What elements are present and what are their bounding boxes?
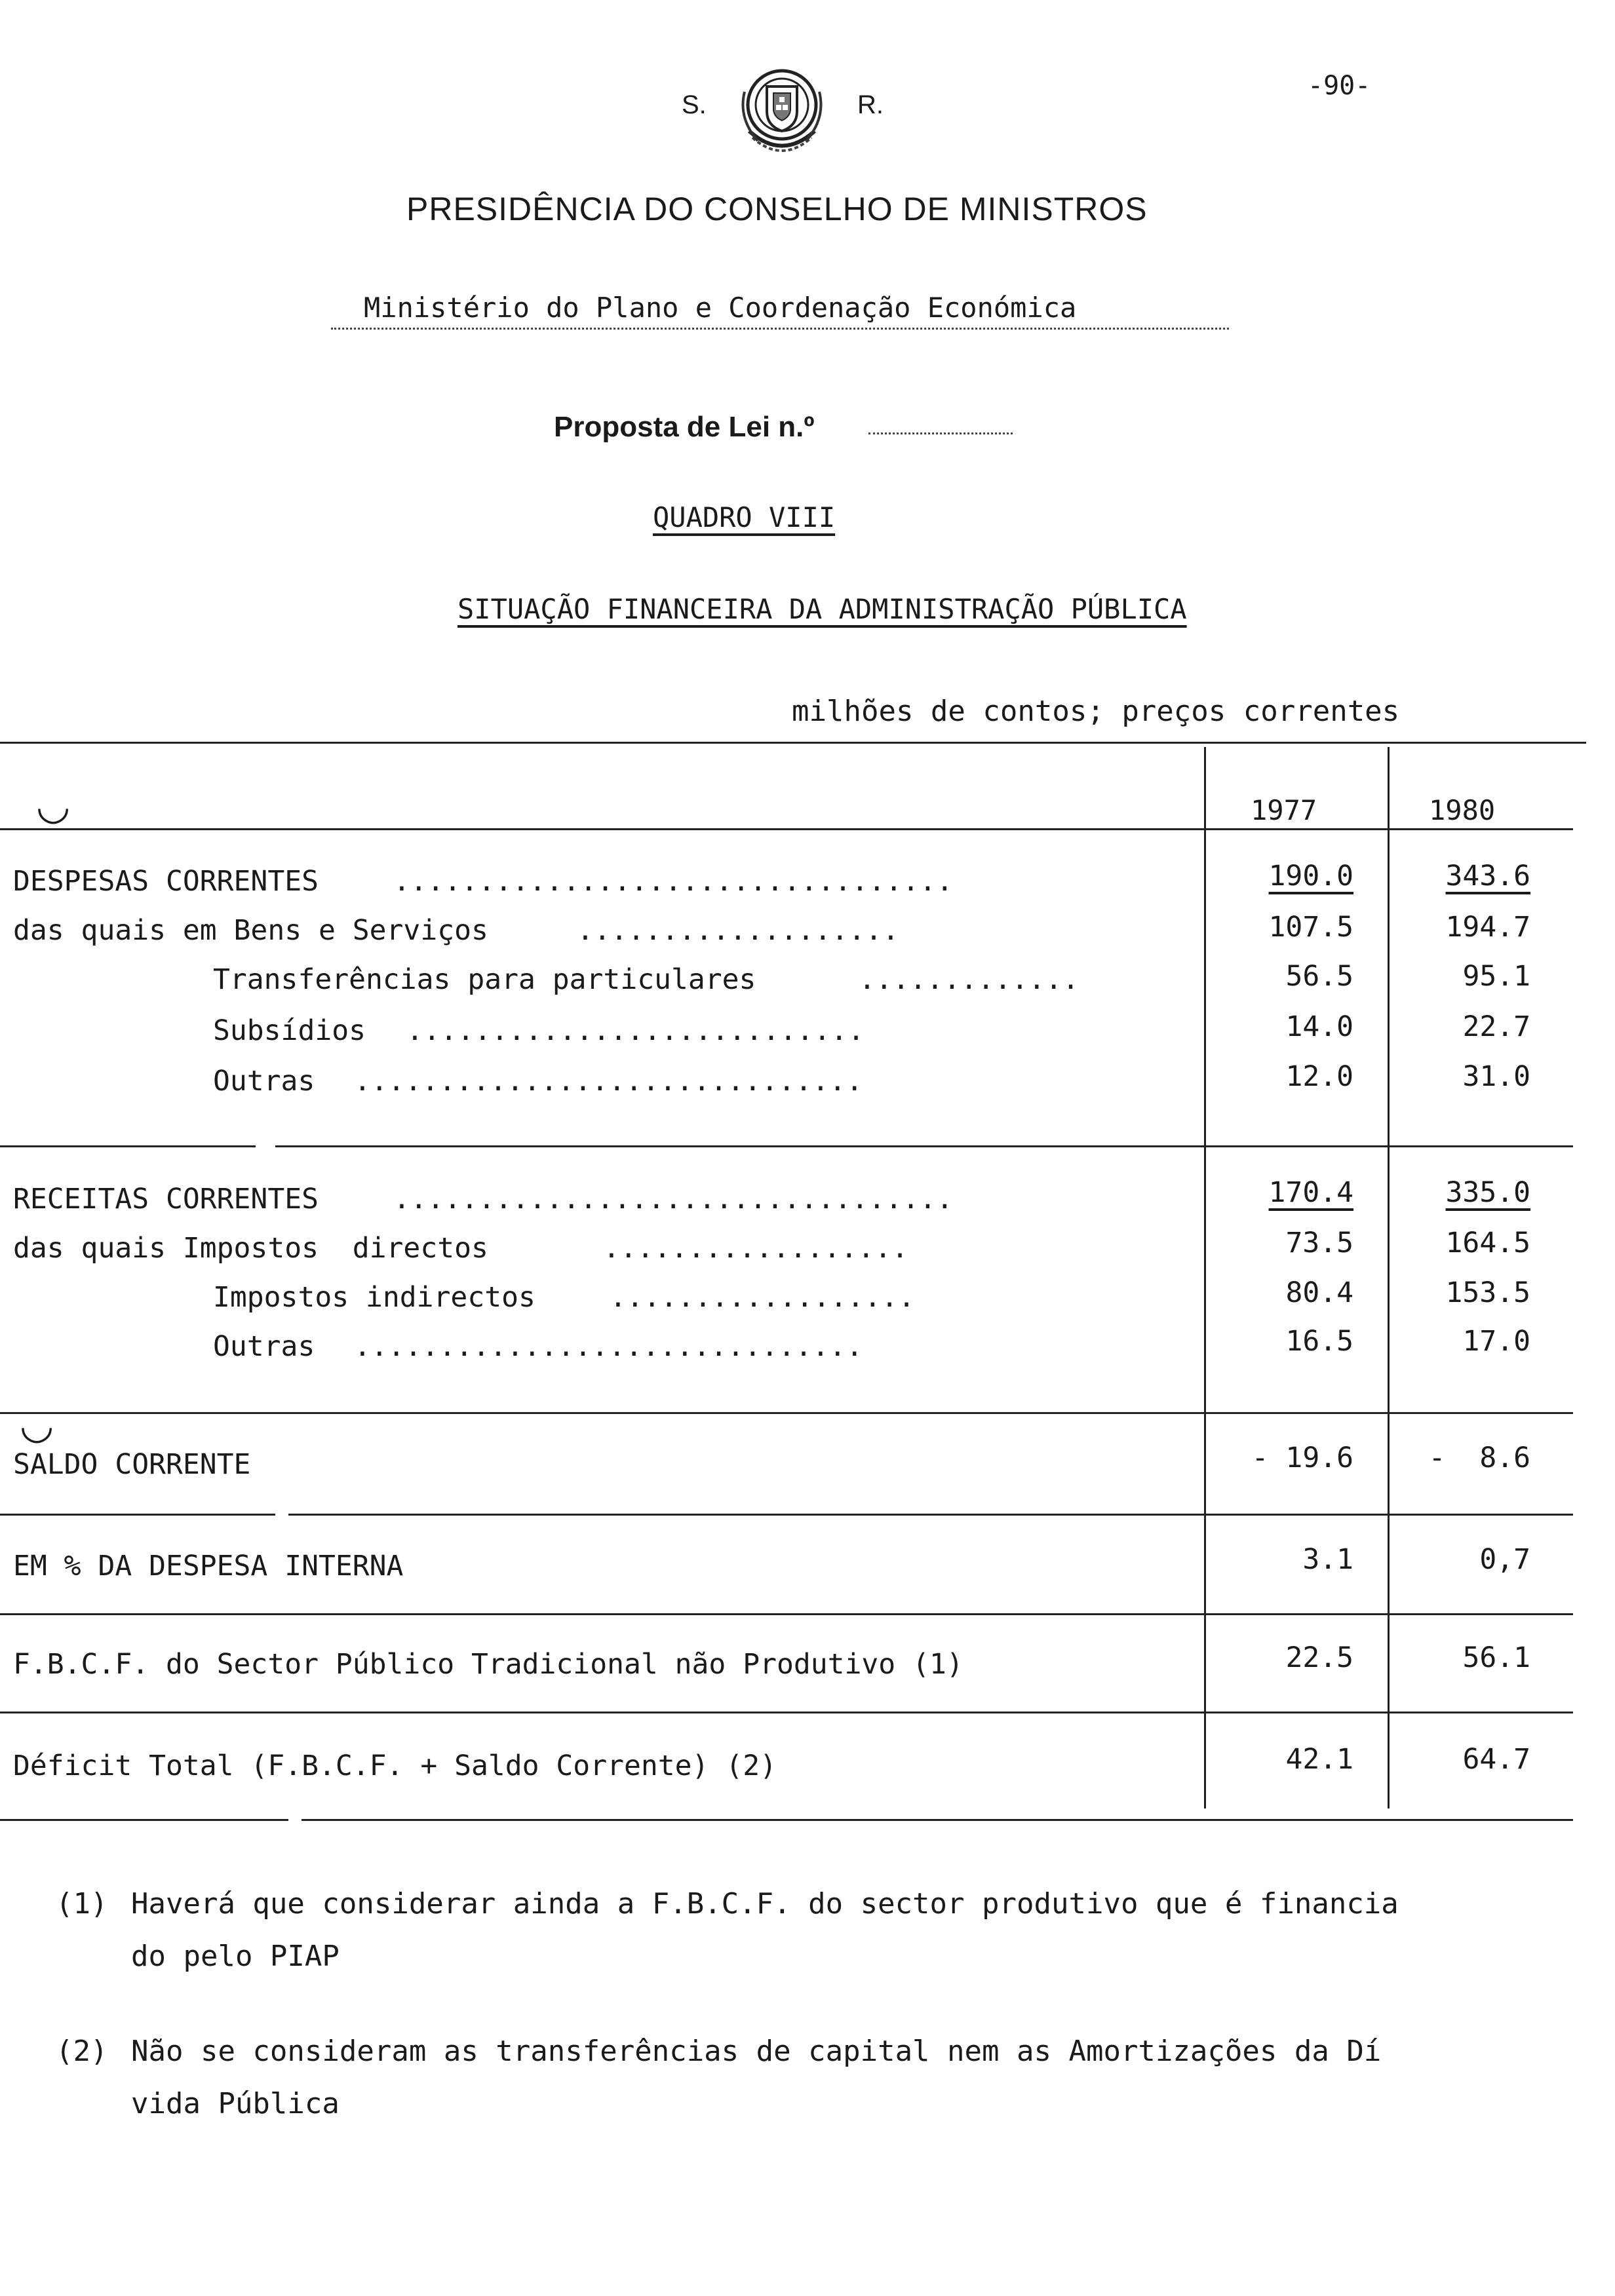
table-bottom-rule: [302, 1819, 1573, 1821]
row-label: Outras: [213, 1330, 315, 1363]
year-header-1980: 1980: [1429, 794, 1496, 826]
coat-of-arms-icon: [733, 59, 831, 167]
row-label: Déficit Total (F.B.C.F. + Saldo Corrente) (2): [13, 1750, 777, 1782]
row-label: SALDO CORRENTE: [13, 1448, 251, 1481]
footnote-text: Haverá que considerar ainda a F.B.C.F. do sector produtivo que é financia: [131, 1887, 1399, 1921]
value-1977: 22.5: [1285, 1641, 1353, 1674]
dot-leader: ..............................: [354, 1065, 863, 1098]
table-bottom-rule: [0, 1819, 288, 1821]
value-1980: 153.5: [1445, 1276, 1530, 1309]
value-1980: 0,7: [1479, 1543, 1530, 1576]
dot-leader: .............: [859, 963, 1080, 996]
table-top-rule: [0, 742, 1586, 744]
year-header-1977: 1977: [1251, 794, 1317, 826]
value-1977: 14.0: [1285, 1010, 1353, 1043]
value-1977: 190.0: [1268, 860, 1353, 892]
row-label: Impostos indirectos: [213, 1281, 535, 1314]
value-1977: 42.1: [1285, 1743, 1353, 1776]
ministerio-dotted-line: [331, 328, 1229, 330]
row-label: Outras: [213, 1065, 315, 1098]
value-1977: 80.4: [1285, 1276, 1353, 1309]
value-1980: 64.7: [1462, 1743, 1530, 1776]
row-label: RECEITAS CORRENTES: [13, 1183, 319, 1215]
section-rule: [0, 1412, 1573, 1414]
footnote-text: do pelo PIAP: [131, 1940, 340, 1973]
column-divider: [1388, 747, 1390, 1808]
page-number: -90-: [1308, 71, 1371, 101]
footnote-marker: (2): [56, 2035, 108, 2068]
value-1980: 335.0: [1445, 1176, 1530, 1209]
row-label: das quais Impostos directos: [13, 1232, 488, 1265]
value-1980: 31.0: [1462, 1060, 1530, 1093]
value-1977: - 19.6: [1251, 1442, 1353, 1474]
dot-leader: ..............................: [354, 1330, 863, 1363]
value-1980: 17.0: [1462, 1325, 1530, 1358]
dot-leader: .................................: [393, 1183, 954, 1215]
section-rule: [0, 1613, 1573, 1615]
value-1977: 56.5: [1285, 960, 1353, 993]
value-1977: 12.0: [1285, 1060, 1353, 1093]
footnote-text: vida Pública: [131, 2087, 340, 2120]
section-rule: [0, 1145, 256, 1147]
units-note: milhões de contos; preços correntes: [792, 695, 1400, 728]
dot-leader: ...................: [577, 914, 899, 947]
column-divider: [1204, 747, 1206, 1808]
value-1977: 107.5: [1268, 911, 1353, 944]
value-1980: 343.6: [1445, 860, 1530, 892]
presidencia-title: PRESIDÊNCIA DO CONSELHO DE MINISTROS: [406, 191, 1148, 227]
section-rule: [0, 1514, 275, 1516]
row-label: das quais em Bens e Serviços: [13, 914, 488, 947]
seal-letter-s: S.: [682, 90, 707, 119]
footnote-text: Não se consideram as transferências de capital nem as Amortizações da Dí: [131, 2035, 1382, 2068]
value-1977: 3.1: [1302, 1543, 1353, 1576]
proposta-label: Proposta de Lei n.º: [554, 411, 815, 443]
check-mark-icon: ◡: [36, 783, 71, 829]
check-mark-icon: ◡: [20, 1402, 54, 1448]
value-1980: 22.7: [1462, 1010, 1530, 1043]
value-1977: 16.5: [1285, 1325, 1353, 1358]
value-1977: 73.5: [1285, 1227, 1353, 1259]
quadro-title: QUADRO VIII: [653, 501, 836, 533]
value-1977: 170.4: [1268, 1176, 1353, 1209]
row-label: DESPESAS CORRENTES: [13, 865, 319, 898]
value-1980: - 8.6: [1428, 1442, 1530, 1474]
row-label: Subsídios: [213, 1014, 366, 1047]
value-1980: 194.7: [1445, 911, 1530, 944]
row-label: Transferências para particulares: [213, 963, 756, 996]
row-label: F.B.C.F. do Sector Público Tradicional não Produtivo (1): [13, 1648, 963, 1681]
dot-leader: ..................: [610, 1281, 915, 1314]
header-rule: [0, 828, 1573, 830]
table-title: SITUAÇÃO FINANCEIRA DA ADMINISTRAÇÃO PÚBLICA: [457, 593, 1187, 625]
ministerio-name: Ministério do Plano e Coordenação Económica: [364, 292, 1077, 324]
proposta-dotted-line: [868, 432, 1013, 434]
value-1980: 56.1: [1462, 1641, 1530, 1674]
value-1980: 164.5: [1445, 1227, 1530, 1259]
section-rule: [0, 1712, 1573, 1713]
section-rule: [275, 1145, 1573, 1147]
section-rule: [288, 1514, 1573, 1516]
footnote-marker: (1): [56, 1887, 108, 1921]
row-label: EM % DA DESPESA INTERNA: [13, 1550, 404, 1582]
dot-leader: .................................: [393, 865, 954, 898]
seal-letter-r: R.: [857, 90, 884, 119]
dot-leader: ..................: [603, 1232, 908, 1265]
dot-leader: ...........................: [406, 1014, 865, 1047]
value-1980: 95.1: [1462, 960, 1530, 993]
